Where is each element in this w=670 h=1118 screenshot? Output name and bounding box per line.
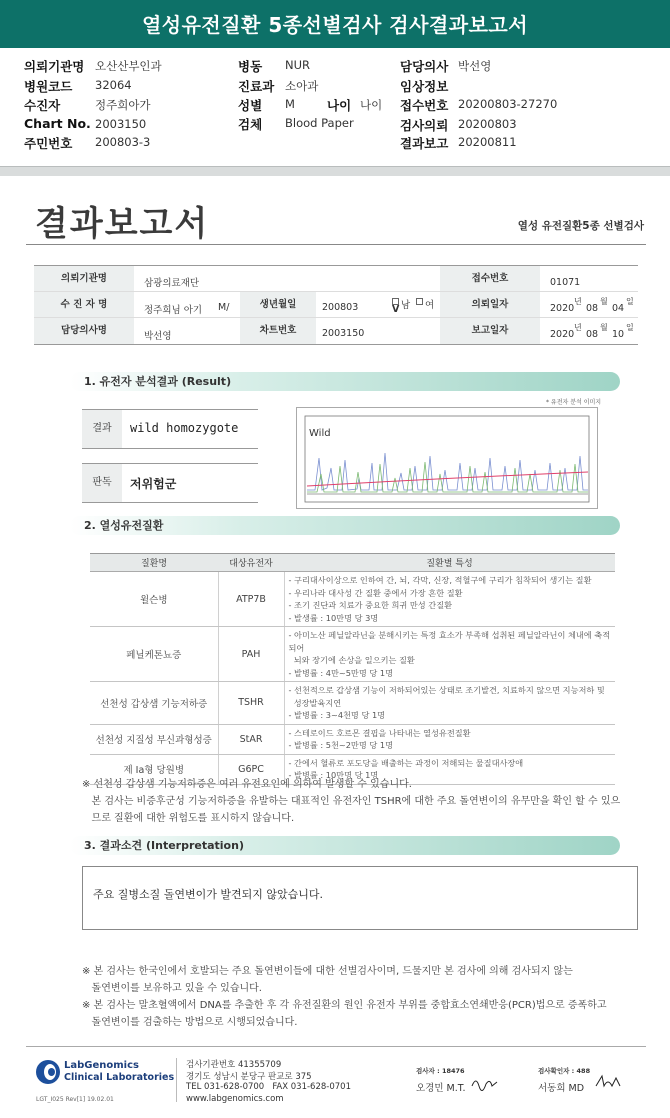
- desc-line: - 구리대사이상으로 인하여 간, 뇌, 각막, 신장, 적혈구에 구리가 침착되어 생기는 질환: [288, 575, 592, 585]
- disease-gene: TSHR: [218, 682, 284, 725]
- desc-line: 성장발육지연: [288, 697, 342, 708]
- hdr-clinical-label: 임상정보: [400, 79, 449, 94]
- info-name-label: 수 진 자 명: [34, 292, 134, 317]
- hdr-chart-value: 2003150: [95, 117, 147, 131]
- hdr-sex-label: 성별: [238, 98, 263, 113]
- patient-header: [0, 48, 670, 166]
- desc-line: - 조기 진단과 치료가 중요한 희귀 만성 간질환: [288, 600, 453, 610]
- info-req-month: 08: [586, 303, 599, 314]
- desc-line: - 발생률 : 10만명 당 3명: [288, 612, 379, 623]
- disease-table: [90, 553, 615, 785]
- title-divider: [26, 244, 646, 245]
- hdr-id-value: 200803-3: [95, 135, 151, 149]
- hdr-specimen-label: 검체: [238, 117, 263, 132]
- test-notes: [82, 963, 607, 1031]
- logo-text-2: Clinical Laboratories: [64, 1072, 175, 1083]
- section1-heading: 1. 유전자 분석결과 (Result): [70, 372, 620, 391]
- disease-gene: G6PC: [218, 754, 284, 784]
- note-line: ※ 본 검사는 말초혈액에서 DNA를 추출한 후 각 유전질환의 원인 유전자 부위를 중합효소연쇄반응(PCR)법으로 증폭하고: [82, 1000, 607, 1011]
- desc-line: - 선천적으로 갑상샘 기능이 저하되어있는 상태로 조기발견, 치료하지 않으면 지능저하 및: [288, 685, 605, 695]
- info-dob-label: 생년월일: [240, 292, 316, 317]
- hdr-org-value: 오산산부인과: [95, 59, 162, 73]
- info-doc-label: 담당의사명: [34, 318, 134, 344]
- disease-name: 제 Ia형 당원병: [90, 754, 218, 784]
- report-banner: 열성유전질환 5종선별검사 검사결과보고서: [0, 0, 670, 48]
- hdr-age-label: 나이: [327, 98, 352, 113]
- info-req-d: 일: [626, 297, 634, 306]
- chromatogram-image: [296, 407, 598, 509]
- note-line: 돌연변이를 보유하고 있을 수 있습니다.: [82, 983, 262, 994]
- info-name-value: 정주희님 아기: [144, 305, 203, 316]
- hdr-age-value: 나이: [360, 98, 383, 112]
- note-line: ※ 본 검사는 한국인에서 호발되는 주요 돌연변이들에 대한 선별검사이며, 드물지만 본 검사에 의해 검사되지 않는: [82, 966, 573, 977]
- hdr-specimen-value: Blood Paper: [285, 116, 354, 130]
- table-row: [90, 682, 615, 725]
- info-org-label: 의뢰기관명: [34, 266, 134, 291]
- hdr-receipt-label: 접수번호: [400, 98, 449, 113]
- hdr-dept-label: 진료과: [238, 79, 275, 94]
- thyroid-note: [82, 776, 620, 827]
- info-req-m: 월: [600, 297, 608, 306]
- info-male-label: 남: [401, 300, 411, 311]
- hdr-receipt-value: 20200803-27270: [458, 97, 558, 111]
- disease-desc: [284, 627, 615, 682]
- table-row: [90, 627, 615, 682]
- info-rep-month: 08: [586, 329, 599, 340]
- info-female-label: 여: [425, 300, 435, 311]
- info-rep-day: 10: [612, 329, 625, 340]
- hdr-code-value: 32064: [95, 78, 132, 92]
- info-bottom-line: [34, 344, 638, 345]
- examiner-label: 검사자 : 18476: [416, 1067, 465, 1075]
- disease-gene: PAH: [218, 627, 284, 682]
- desc-line: - 발병률 : 4만~5만명 당 1명: [288, 667, 393, 678]
- info-req-year: 2020: [550, 303, 575, 314]
- desc-line: - 스테로이드 호르몬 결핍을 나타내는 열성유전질환: [288, 727, 471, 738]
- hdr-ward-label: 병동: [238, 59, 263, 74]
- hdr-ward-value: NUR: [285, 58, 311, 72]
- hdr-code-label: 병원코드: [24, 79, 73, 94]
- header-separator: [0, 166, 670, 176]
- col-header-gene: 대상유전자: [218, 554, 284, 572]
- note-line: ※ 선천성 갑상샘 기능저하증은 여러 유전요인에 의하여 발생할 수 있습니다.: [82, 779, 412, 790]
- examiner-name: 오경민 M.T.: [416, 1083, 466, 1094]
- info-chart-value: 2003150: [322, 328, 365, 339]
- hdr-org-label: 의뢰기관명: [24, 59, 85, 74]
- report-title: 결과보고서: [35, 204, 210, 244]
- desc-line: - 발병률 : 5천~2만명 당 1명: [288, 740, 393, 750]
- hdr-report-label: 결과보고: [400, 136, 449, 151]
- hdr-request-label: 검사의뢰: [400, 118, 449, 133]
- info-recv-value: 01071: [550, 277, 581, 288]
- section3-heading: 3. 결과소견 (Interpretation): [70, 836, 620, 855]
- info-rep-label: 보고일자: [440, 318, 540, 344]
- info-req-y: 년: [574, 297, 582, 306]
- judge-label: 판독: [82, 464, 122, 502]
- female-checkbox: [416, 298, 423, 305]
- info-req-label: 의뢰일자: [440, 292, 540, 317]
- info-recv-label: 접수번호: [440, 266, 540, 291]
- info-check-mark: V: [392, 304, 400, 315]
- disease-gene: StAR: [218, 724, 284, 754]
- info-org-value: 삼광의료재단: [144, 278, 200, 289]
- doc-code: LGT_I025 Rev[1] 19.02.01: [36, 1096, 114, 1103]
- info-dob-value: 200803: [322, 302, 359, 313]
- disease-name: 페닐케톤뇨증: [90, 627, 218, 682]
- result-value: wild homozygote: [130, 421, 239, 435]
- col-header-features: 질환별 특성: [284, 554, 615, 572]
- chromatogram-label: Wild: [309, 428, 331, 439]
- hdr-id-label: 주민번호: [24, 136, 73, 151]
- report-subtitle: 열성 유전질환5종 선별검사: [517, 220, 644, 232]
- interpretation-box: 주요 질병소질 돌연변이가 발견되지 않았습니다.: [82, 866, 638, 930]
- desc-line: - 아미노산 페닐알라닌을 분해시키는 특정 효소가 부족해 섭취된 페닐알라닌이 체내에 축적되어: [288, 630, 611, 653]
- chromatogram-svg: [297, 408, 597, 508]
- table-row: [90, 572, 615, 627]
- note-line: 므로 질환에 대한 위험도를 표시하지 않습니다.: [82, 813, 295, 824]
- footer-vline: [176, 1058, 177, 1102]
- judge-value: 저위험군: [130, 477, 177, 491]
- result-box: [82, 409, 258, 449]
- logo-text-1: LabGenomics: [64, 1060, 139, 1071]
- lab-phone: TEL 031-628-0700 FAX 031-628-0701: [186, 1082, 351, 1092]
- examiner-signature: [470, 1074, 500, 1092]
- desc-line: - 우리나라 대사성 간 질환 중에서 가장 흔한 질환: [288, 587, 463, 598]
- judge-box: [82, 463, 258, 503]
- desc-line: - 발병률 : 3~4천명 당 1명: [288, 710, 386, 720]
- note-line: 돌연변이를 검출하는 방법으로 시행되었습니다.: [82, 1017, 298, 1028]
- info-req-day: 04: [612, 303, 625, 314]
- info-rep-m: 월: [600, 323, 608, 332]
- chromatogram-caption: * 유전자 분석 이미지: [546, 399, 602, 406]
- confirmer-name: 서동희 MD: [538, 1083, 585, 1094]
- hdr-patient-label: 수진자: [24, 98, 61, 113]
- desc-line: - 간에서 혈류로 포도당을 배출하는 과정이 저해되는 물질대사장애: [288, 757, 524, 768]
- confirmer-label: 검사확인자 : 488: [538, 1067, 591, 1075]
- lab-number: 검사기관번호 41355709: [186, 1060, 282, 1070]
- desc-line: 뇌와 장기에 손상을 일으키는 질환: [288, 655, 415, 665]
- labgenomics-logo-icon: [36, 1060, 60, 1084]
- info-rep-d: 일: [626, 323, 634, 332]
- lab-website: www.labgenomics.com: [186, 1094, 284, 1104]
- section2-heading: 2. 열성유전질환: [70, 516, 620, 535]
- hdr-sex-value: M: [285, 97, 295, 111]
- col-header-disease: 질환명: [90, 554, 218, 572]
- hdr-patient-value: 정주희아가: [95, 98, 151, 112]
- info-chart-label: 차트번호: [240, 318, 316, 344]
- hdr-report-value: 20200811: [458, 135, 517, 149]
- male-checkbox: [392, 298, 399, 305]
- disease-name: 선천성 갑상샘 기능저하증: [90, 682, 218, 725]
- disease-desc: [284, 572, 615, 627]
- footer-divider: [26, 1046, 646, 1047]
- disease-name: 선천성 지질성 부신과형성증: [90, 724, 218, 754]
- info-doc-value: 박선영: [144, 331, 172, 342]
- disease-name: 윌슨병: [90, 572, 218, 627]
- info-rep-y: 년: [574, 323, 582, 332]
- hdr-request-value: 20200803: [458, 117, 517, 131]
- info-sex-inline: M/: [218, 302, 230, 313]
- confirmer-signature: [594, 1072, 624, 1092]
- disease-desc: [284, 724, 615, 754]
- result-label: 결과: [82, 410, 122, 448]
- lab-address: 경기도 성남시 분당구 판교로 375: [186, 1072, 312, 1082]
- info-rep-year: 2020: [550, 329, 575, 340]
- desc-line: - 발병률 : 10만명 당 1명: [288, 770, 379, 780]
- hdr-doctor-value: 박선영: [458, 59, 492, 73]
- disease-desc: [284, 682, 615, 725]
- disease-table-header: [90, 554, 615, 572]
- disease-gene: ATP7B: [218, 572, 284, 627]
- note-line: 본 검사는 비증후군성 기능저하증을 유발하는 대표적인 유전자인 TSHR에 대한 주요 돌연변이의 유무만을 확인 할 수 있으: [82, 796, 621, 807]
- table-row: [90, 724, 615, 754]
- hdr-dept-value: 소아과: [285, 79, 319, 93]
- hdr-doctor-label: 담당의사: [400, 59, 449, 74]
- hdr-chart-label: Chart No.: [24, 116, 91, 131]
